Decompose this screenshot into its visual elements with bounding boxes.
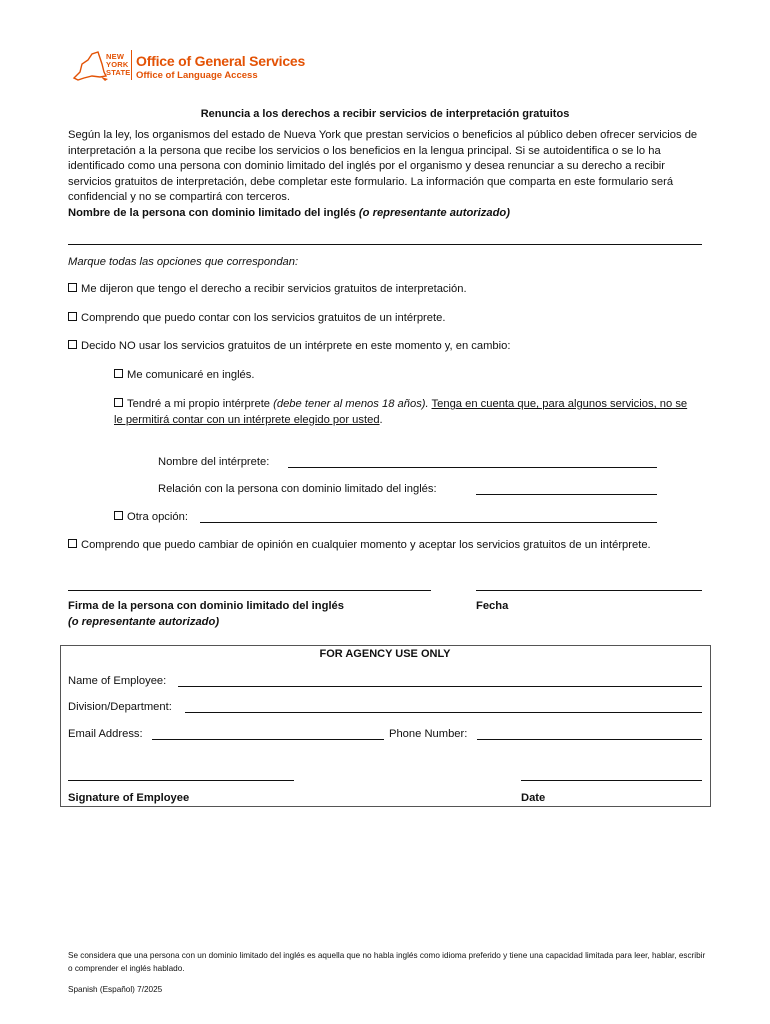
date-field[interactable] [476, 590, 702, 591]
checkbox-other[interactable] [114, 511, 123, 520]
employee-name-label: Name of Employee: [68, 675, 167, 687]
relation-field[interactable] [476, 494, 657, 495]
logo-divider [131, 50, 132, 80]
signature-label [68, 599, 344, 630]
checkbox-change-mind[interactable] [68, 539, 77, 548]
sub-option-english [114, 368, 254, 384]
checkbox-decline[interactable] [68, 340, 77, 349]
form-title: Renuncia a los derechos a recibir servicios de interpretación gratuitos [200, 108, 570, 120]
instruction-text: Marque todas las opciones que correspondan: [68, 256, 299, 268]
footer-note: Se considera que una persona con un dominio limitado del inglés es aquella que no habla inglés como idioma preferido y tiene una capacidad limitada para leer, hablar, escribir o comprender el inglés hablado. [68, 951, 706, 973]
signature-field[interactable] [68, 590, 431, 591]
intro-paragraph [68, 128, 708, 222]
checkbox-informed[interactable] [68, 283, 77, 292]
logo-office-name: Office of General Services [136, 53, 306, 69]
checkbox-english[interactable] [114, 369, 123, 378]
option-change-mind [68, 538, 688, 554]
phone-label: Phone Number: [389, 728, 468, 740]
other-field[interactable] [200, 522, 657, 523]
checkbox-own-interpreter[interactable] [114, 398, 123, 407]
division-label: Division/Department: [68, 701, 172, 713]
logo-state-text: NEW YORK STATE [106, 52, 131, 77]
email-label: Email Address: [68, 728, 143, 740]
employee-name-field[interactable] [178, 686, 702, 687]
option-informed [68, 282, 467, 298]
intro-text: Según la ley, los organismos del estado de Nueva York que prestan servicios o beneficios al público deben ofrecer servicios de interpretación a la persona que recibe los servicios o los beneficios en la lengua principal. Si se autoidentifica o se lo ha identificado como una persona con dominio limitado del inglés por el organismo y desea renunciar a su derecho a recibir servicios gratuitos de interpretación, debe completar este formulario. La información que comparta en este formulario será confidencial y no se compartirá con terceros. [68, 129, 698, 204]
sub-option-other [114, 510, 188, 526]
employee-date-field[interactable] [521, 780, 702, 781]
option-informed-label: Me dijeron que tengo el derecho a recibir servicios gratuitos de interpretación. [81, 283, 467, 295]
agency-title: FOR AGENCY USE ONLY [319, 648, 451, 660]
form-version: Spanish (Español) 7/2025 [68, 985, 163, 994]
relation-label: Relación con la persona con dominio limitado del inglés: [158, 483, 437, 495]
phone-field[interactable] [477, 739, 702, 740]
employee-date-label: Date [521, 792, 546, 804]
sub-option-own-interpreter [114, 397, 694, 428]
option-decline [68, 339, 510, 355]
division-field[interactable] [185, 712, 702, 713]
signature-label-italic: (o representante autorizado) [68, 615, 220, 628]
logo-office-subtitle: Office of Language Access [136, 70, 258, 81]
own-interpreter-label: Tendré a mi propio intérprete [127, 398, 271, 410]
name-label: Nombre de la persona con dominio limitado del inglés [68, 206, 356, 219]
signature-label-text: Firma de la persona con dominio limitado del inglés [68, 600, 345, 612]
name-field[interactable] [68, 244, 702, 245]
other-label: Otra opción: [127, 511, 188, 523]
interpreter-name-field[interactable] [288, 467, 657, 468]
option-decline-label: Decido NO usar los servicios gratuitos de un intérprete en este momento y, en cambio: [81, 340, 511, 352]
option-understand [68, 311, 445, 327]
option-understand-label: Comprendo que puedo contar con los servicios gratuitos de un intérprete. [81, 312, 446, 324]
new-york-state-map-icon [70, 50, 110, 84]
employee-signature-label: Signature of Employee [68, 792, 190, 804]
own-interpreter-warning: Tenga en cuenta que, para algunos servicios, no se le permitirá contar con un intérprete elegido por usted [114, 398, 688, 426]
option-change-mind-label: Comprendo que puedo cambiar de opinión en cualquier momento y aceptar los servicios gratuitos de un intérprete. [81, 539, 651, 551]
interpreter-name-label: Nombre del intérprete: [158, 456, 270, 468]
employee-signature-field[interactable] [68, 780, 294, 781]
email-field[interactable] [152, 739, 384, 740]
own-interpreter-period: . [379, 413, 383, 426]
sub-option-english-label: Me comunicaré en inglés. [127, 369, 255, 381]
agency-use-box [60, 645, 711, 807]
own-interpreter-age-note: (debe tener al menos 18 años). [273, 398, 429, 410]
checkbox-understand[interactable] [68, 312, 77, 321]
date-label: Fecha [476, 600, 509, 612]
name-label-italic: (o representante autorizado) [358, 206, 510, 219]
